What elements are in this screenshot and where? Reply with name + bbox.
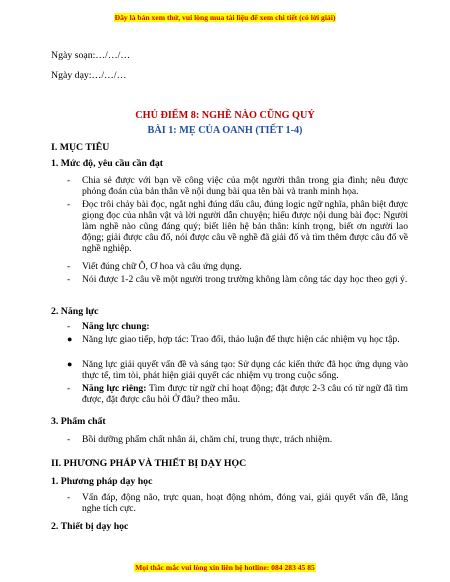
lesson-title: BÀI 1: MẸ CỦA OANH (TIẾT 1-4) bbox=[147, 125, 303, 136]
teach-date: Ngày dạy:…/…/… bbox=[51, 70, 127, 81]
list-item-text: Nói được 1-2 câu về một người trong trường không làm công tác dạy học theo gợi ý. bbox=[82, 274, 408, 285]
list-item-text: Bồi dưỡng phẩm chất nhân ái, chăm chỉ, trung thực, trách nhiệm. bbox=[82, 434, 333, 445]
hotline-banner bbox=[0, 563, 450, 572]
section-methods-heading: II. PHƯƠNG PHÁP VÀ THIẾT BỊ DẠY HỌC bbox=[51, 458, 247, 469]
teaching-equipment-heading: 2. Thiết bị dạy học bbox=[51, 521, 129, 532]
document-page: Đây là bản xem thử, vui lòng mua tài liệu để xem chi tiết (có lời giải) Ngày soạn:…/…/… Ngày dạy:…/…/… CHỦ ĐIỂM 8: NGHỀ NÀO CŨNG QUÝ BÀI 1: MẸ CỦA OANH (TIẾT 1-4) I. MỤC TIÊU 1. Mức độ, yêu cầu cần đạt - Chia sẻ được với bạn về công việc của một người thân trong gia đình; nêu được phỏng đoán của bản thân về nội dung bài qua tên bài và tranh minh họa. - Đọc trôi chảy bài đọc, ngắt nghỉ đúng dấu câu, đúng logic ngữ nghĩa, phân biệt được giọng đọc của nhân vật và lời người dẫn chuyện; hiểu được nội dung bài đọc: Người làm nghề nào cũng đáng quý; biết liên hệ bản thân: kính trọng, biết ơn người lao động; giải được câu đố, nói được câu về nghề đã giải đố và tìm thêm được câu đố về nghề nghiệp. - Viết đúng chữ Ô, Ơ hoa và câu ứng dụng. - Nói được 1-2 câu về một người trong trường không làm công tác dạy học theo gợi ý. 2. Năng lực - Năng lực chung: ● Năng lực giao tiếp, hợp tác: Trao đổi, thảo luận để thực hiện các nhiệm vụ học tập. ● Năng lực giải quyết vấn đề và sáng tạo: Sử dụng các kiến thức đã học ứng dụng vào thực tế, tìm tòi, phát hiện giải quyết các nhiệm vụ trong cuộc sống. - Năng lực riêng: Tìm được từ ngữ chỉ hoạt động; đặt được 2-3 câu có từ ngữ đã tìm được, đặt được câu hỏi Ở đâu? theo mẫu. 3. Phẩm chất - Bồi dưỡng phẩm chất nhân ái, chăm chỉ, trung thực, trách nhiệm. II. PHƯƠNG PHÁP VÀ THIẾT BỊ DẠY HỌC 1. Phương pháp dạy học - Vấn đáp, động não, trực quan, hoạt động nhóm, đóng vai, giải quyết vấn đề, lắng nghe tích cực. 2. Thiết bị dạy học Mọi thắc mắc vui lòng xin liên hệ hotline: 084 283 45 85 bbox=[0, 0, 450, 582]
list-item-text: Vấn đáp, động não, trực quan, hoạt động nhóm, đóng vai, giải quyết vấn đề, lắng nghe tích cực. bbox=[82, 492, 408, 514]
list-item-text: Chia sẻ được với bạn về công việc của một người thân trong gia đình; nêu được phỏng đoán của bản thân về nội dung bài qua tên bài và tranh minh họa. bbox=[82, 175, 408, 197]
preview-banner bbox=[0, 13, 450, 22]
competency-heading: 2. Năng lực bbox=[51, 306, 99, 317]
specific-competency-label: Năng lực riêng: bbox=[82, 383, 147, 394]
specific-competency-text: Tìm được từ ngữ chỉ hoạt động; đặt được 2-3 câu có từ ngữ đã tìm được, đặt được câu hỏi Ở đâu? theo mẫu. bbox=[82, 383, 408, 405]
hotline-banner-text: Mọi thắc mắc vui lòng xin liên hệ hotline: 084 283 45 85 bbox=[135, 563, 315, 572]
qualities-heading: 3. Phẩm chất bbox=[51, 416, 106, 427]
general-competency-label: Năng lực chung: bbox=[82, 321, 150, 332]
section-objectives-heading: I. MỤC TIÊU bbox=[51, 142, 110, 153]
specific-competency bbox=[82, 383, 408, 405]
list-item-text: Năng lực giải quyết vấn đề và sáng tạo: Sử dụng các kiến thức đã học ứng dụng vào thực tế, tìm tòi, phát hiện giải quyết các nhiệm vụ trong cuộc sống. bbox=[82, 359, 408, 381]
list-item-text: Viết đúng chữ Ô, Ơ hoa và câu ứng dụng. bbox=[82, 261, 242, 272]
list-item-text: Năng lực giao tiếp, hợp tác: Trao đổi, thảo luận để thực hiện các nhiệm vụ học tập. bbox=[82, 334, 400, 345]
requirements-heading: 1. Mức độ, yêu cầu cần đạt bbox=[51, 158, 164, 169]
prepare-date: Ngày soạn:…/…/… bbox=[51, 50, 131, 61]
preview-banner-text: Đây là bản xem thử, vui lòng mua tài liệu để xem chi tiết (có lời giải) bbox=[114, 13, 336, 22]
list-item-text: Đọc trôi chảy bài đọc, ngắt nghỉ đúng dấu câu, đúng logic ngữ nghĩa, phân biệt được giọng đọc của nhân vật và lời người dẫn chuyện; hiểu được nội dung bài đọc: Người làm nghề nào cũng đáng quý; biết liên hệ bản thân: kính trọng, biết ơn người lao động; giải được câu đố, nói được câu về nghề đã giải đố và tìm thêm được câu đố về nghề nghiệp. bbox=[82, 199, 408, 254]
theme-title: CHỦ ĐIỂM 8: NGHỀ NÀO CŨNG QUÝ bbox=[135, 110, 315, 121]
teaching-methods-heading: 1. Phương pháp dạy học bbox=[51, 476, 153, 487]
